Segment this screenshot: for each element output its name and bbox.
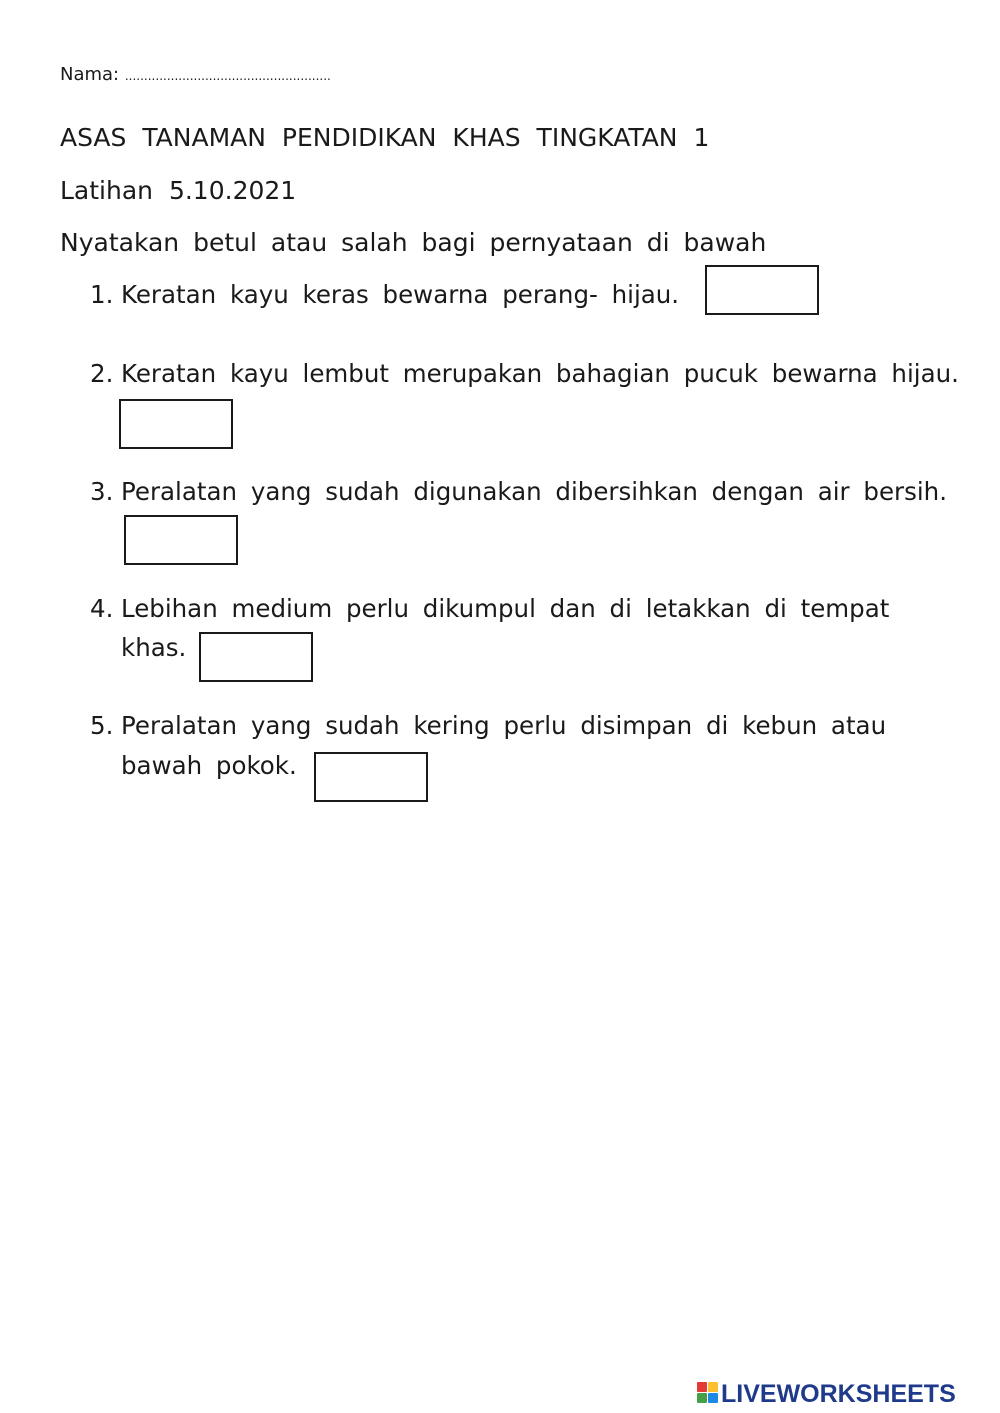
name-line bbox=[60, 66, 331, 84]
liveworksheets-brand: LIVEWORKSHEETS bbox=[721, 1380, 956, 1408]
question-4-text-cont: khas. bbox=[121, 633, 187, 662]
answer-box-5[interactable] bbox=[314, 752, 428, 802]
question-2-text: Keratan kayu lembut merupakan bahagian pucuk bewarna hijau. bbox=[121, 359, 959, 388]
question-3-number: 3. bbox=[90, 477, 114, 506]
name-dots: ...................................................... bbox=[124, 69, 331, 83]
question-5-text: Peralatan yang sudah kering perlu disimpan di kebun atau bbox=[121, 711, 887, 740]
question-2-number: 2. bbox=[90, 359, 114, 388]
question-4-number: 4. bbox=[90, 594, 114, 623]
answer-box-1[interactable] bbox=[705, 265, 819, 315]
exercise-date: Latihan 5.10.2021 bbox=[60, 176, 297, 205]
answer-box-4[interactable] bbox=[199, 632, 313, 682]
liveworksheets-mark-icon bbox=[697, 1382, 719, 1404]
question-5-text-cont: bawah pokok. bbox=[121, 751, 297, 780]
name-label: Nama: bbox=[60, 64, 120, 85]
question-1-text: Keratan kayu keras bewarna perang- hijau. bbox=[121, 280, 680, 309]
answer-box-3[interactable] bbox=[124, 515, 238, 565]
question-4-text: Lebihan medium perlu dikumpul dan di letakkan di tempat bbox=[121, 594, 890, 623]
question-1-number: 1. bbox=[90, 280, 114, 309]
instruction-text: Nyatakan betul atau salah bagi pernyataan di bawah bbox=[60, 228, 767, 257]
question-5-number: 5. bbox=[90, 711, 114, 740]
answer-box-2[interactable] bbox=[119, 399, 233, 449]
question-3-text: Peralatan yang sudah digunakan dibersihkan dengan air bersih. bbox=[121, 477, 947, 506]
worksheet-title: ASAS TANAMAN PENDIDIKAN KHAS TINGKATAN 1 bbox=[60, 123, 710, 152]
